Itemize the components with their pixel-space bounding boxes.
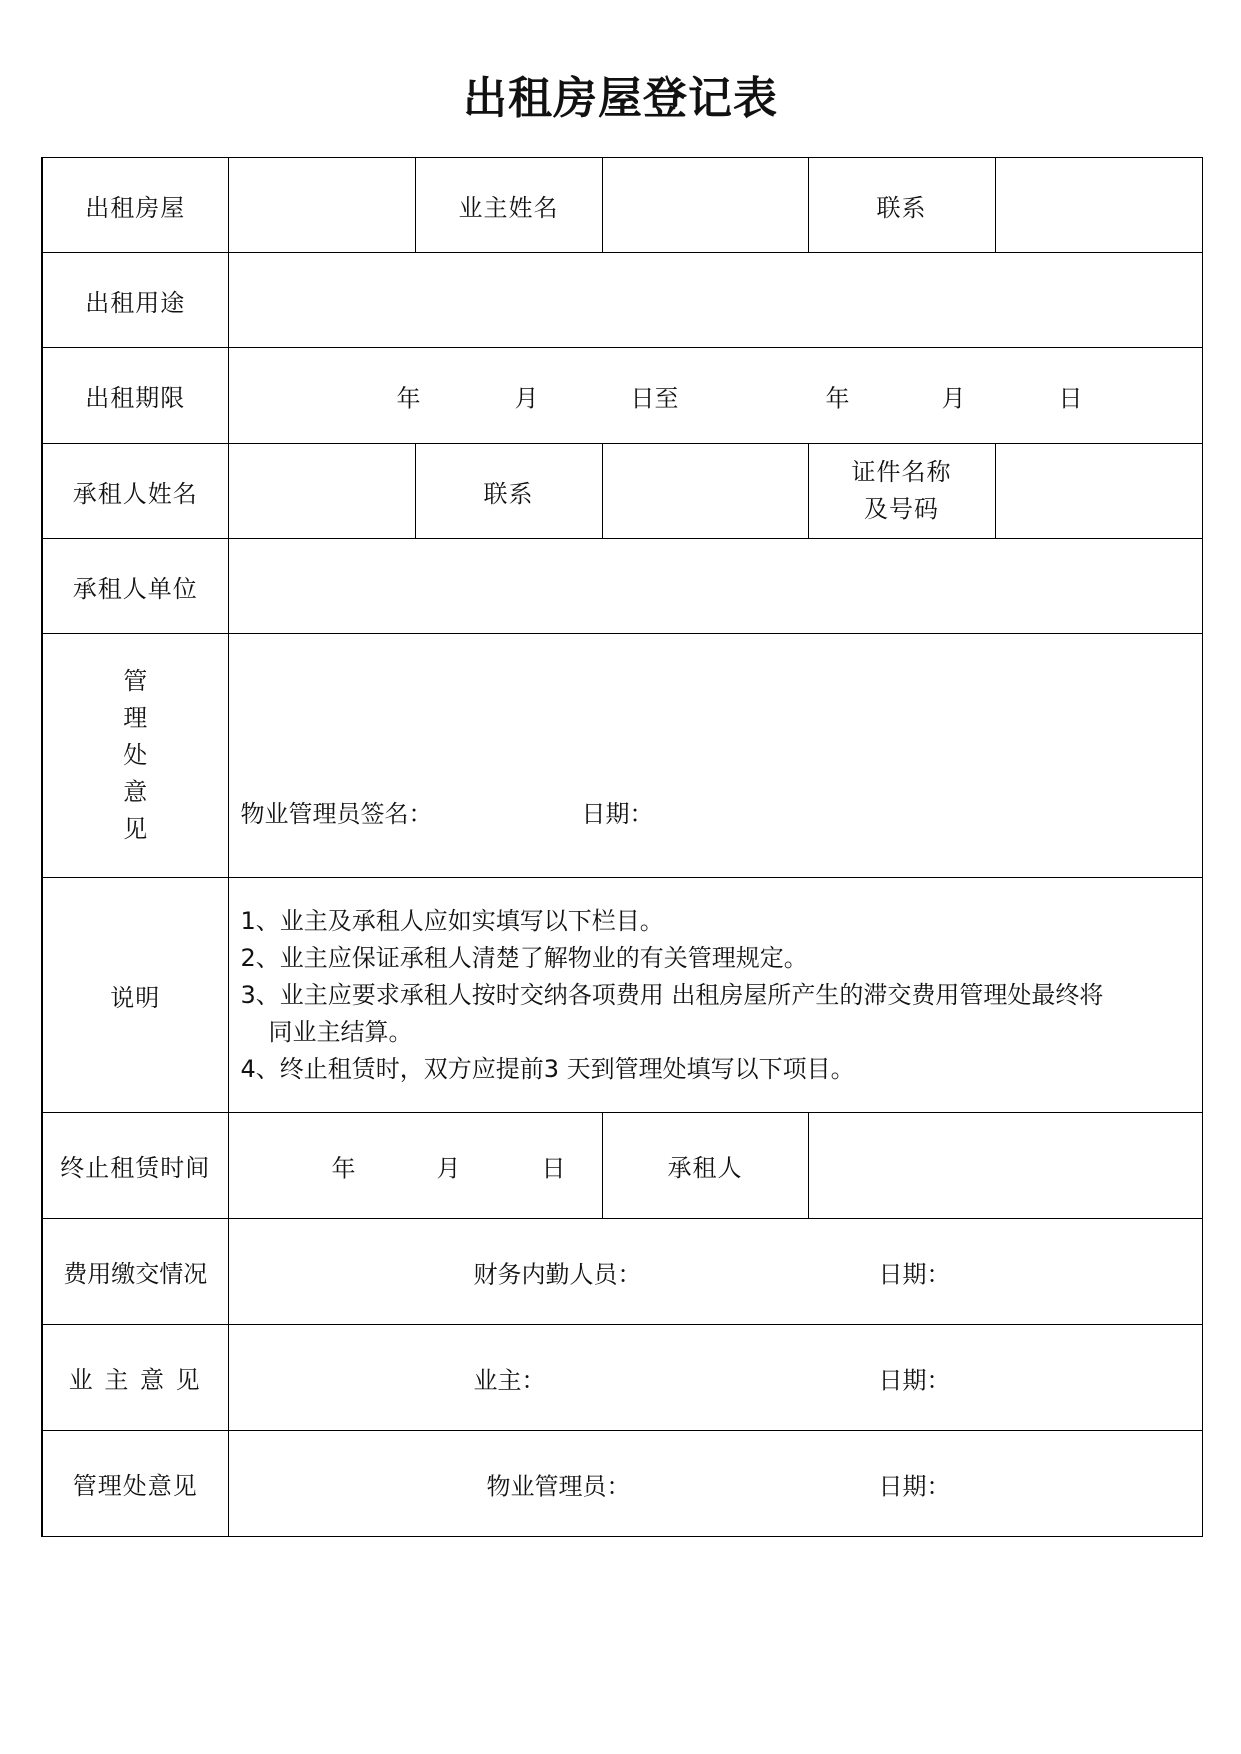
final-management-field[interactable] [228, 1431, 1202, 1537]
termination-day: 日 [541, 1154, 566, 1182]
final-manager-label: 物业管理员： [486, 1472, 631, 1500]
purpose-label: 出租用途 [42, 253, 228, 348]
management-opinion-field[interactable] [228, 634, 1202, 878]
tenant-unit-field[interactable] [228, 539, 1202, 634]
id-label [808, 444, 995, 539]
note-2: 2、业主应保证承租人清楚了解物业的有关管理规定。 [240, 943, 808, 972]
owner-sign-label: 业主： [473, 1366, 546, 1394]
fee-field[interactable] [228, 1219, 1202, 1325]
id-label-line2: 及号码 [864, 495, 939, 523]
management-opinion-label [42, 634, 228, 878]
tenant-contact-field[interactable] [602, 444, 808, 539]
purpose-field[interactable] [228, 253, 1202, 348]
rental-registration-table [41, 157, 1203, 1537]
mgmt-char-1: 管 [123, 667, 148, 695]
owner-name-field[interactable] [602, 158, 808, 253]
note-1: 1、业主及承租人应如实填写以下栏目。 [240, 906, 664, 935]
form-title: 出租房屋登记表 [463, 73, 778, 124]
owner-date-label: 日期： [878, 1366, 951, 1394]
period-field[interactable] [228, 348, 1202, 444]
tenant-unit-label: 承租人单位 [42, 539, 228, 634]
house-label: 出租房屋 [42, 158, 228, 253]
mgmt-char-3: 处 [123, 741, 148, 769]
house-field[interactable] [228, 158, 415, 253]
period-end-year: 年 [825, 384, 850, 412]
final-date-label: 日期： [878, 1472, 951, 1500]
period-start-month: 月 [514, 384, 539, 412]
fee-date-label: 日期： [878, 1260, 951, 1288]
finance-staff-label: 财务内勤人员： [473, 1260, 642, 1288]
manager-date-label: 日期： [581, 800, 654, 828]
period-end-month: 月 [941, 384, 966, 412]
id-label-line1: 证件名称 [851, 458, 952, 486]
note-3: 3、业主应要求承租人按时交纳各项费用 出租房屋所产生的滞交费用管理处最终将 [240, 980, 1104, 1009]
mgmt-char-2: 理 [123, 704, 148, 732]
final-management-label: 管理处意见 [42, 1431, 228, 1537]
tenant-name-field[interactable] [228, 444, 415, 539]
termination-month: 月 [436, 1154, 461, 1182]
id-field[interactable] [995, 444, 1202, 539]
mgmt-char-5: 见 [123, 815, 148, 843]
tenant-name-label: 承租人姓名 [42, 444, 228, 539]
owner-opinion-label: 业 主 意 见 [42, 1325, 228, 1431]
period-label: 出租期限 [42, 348, 228, 444]
notes-label: 说明 [42, 878, 228, 1113]
termination-tenant-field[interactable] [808, 1113, 1202, 1219]
termination-tenant-label: 承租人 [602, 1113, 808, 1219]
period-start-day-to: 日至 [630, 384, 679, 412]
note-3-cont: 同业主结算。 [268, 1017, 413, 1046]
termination-date-field[interactable] [228, 1113, 602, 1219]
mgmt-char-4: 意 [123, 778, 148, 806]
owner-contact-field[interactable] [995, 158, 1202, 253]
owner-contact-label: 联系 [808, 158, 995, 253]
termination-label: 终止租赁时间 [42, 1113, 228, 1219]
fee-label: 费用缴交情况 [42, 1219, 228, 1325]
manager-signature-label: 物业管理员签名： [240, 800, 433, 828]
owner-name-label: 业主姓名 [415, 158, 602, 253]
notes-content [228, 878, 1202, 1113]
period-start-year: 年 [396, 384, 421, 412]
owner-opinion-field[interactable] [228, 1325, 1202, 1431]
termination-year: 年 [331, 1154, 356, 1182]
note-4: 4、终止租赁时，双方应提前3 天到管理处填写以下项目。 [240, 1054, 855, 1083]
period-end-day: 日 [1058, 384, 1083, 412]
tenant-contact-label: 联系 [415, 444, 602, 539]
